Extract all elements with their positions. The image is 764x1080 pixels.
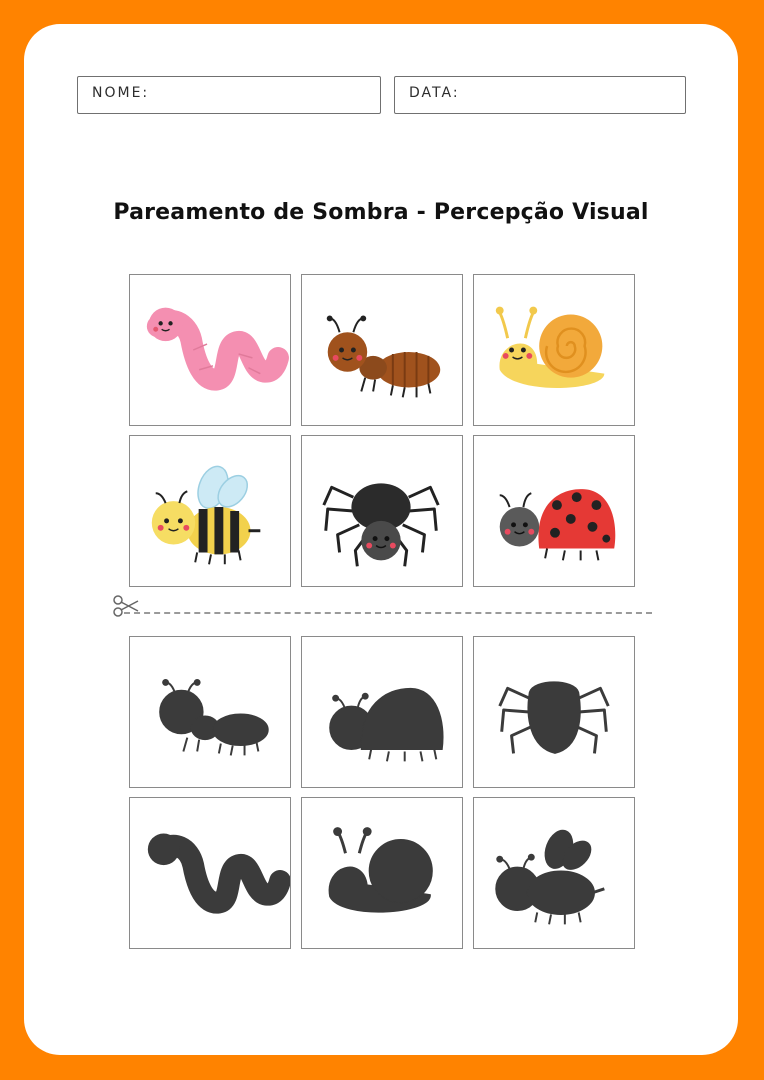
name-field[interactable] (77, 76, 381, 114)
card-shadow-bee[interactable] (473, 797, 635, 949)
worm-icon (130, 275, 290, 425)
card-shadow-worm[interactable] (129, 797, 291, 949)
bee-icon (130, 436, 290, 586)
snail-shadow-icon (302, 798, 462, 948)
card-shadow-snail[interactable] (301, 797, 463, 949)
page-title: Pareamento de Sombra - Percepção Visual (113, 200, 649, 225)
spider-shadow-icon (474, 637, 634, 787)
name-label: NOME: (92, 85, 150, 101)
ladybug-icon (474, 436, 634, 586)
card-worm[interactable] (129, 274, 291, 426)
worm-shadow-icon (130, 798, 290, 948)
card-ant[interactable] (301, 274, 463, 426)
card-spider[interactable] (301, 435, 463, 587)
ladybug-shadow-icon (302, 637, 462, 787)
ant-icon (302, 275, 462, 425)
snail-icon (474, 275, 634, 425)
card-ladybug[interactable] (473, 435, 635, 587)
spider-icon (302, 436, 462, 586)
date-label: DATA: (409, 85, 460, 101)
card-bee[interactable] (129, 435, 291, 587)
worksheet (24, 24, 738, 1055)
scissors-icon (112, 594, 142, 618)
card-shadow-spider[interactable] (473, 636, 635, 788)
bee-shadow-icon (474, 798, 634, 948)
cut-line (124, 612, 652, 614)
card-snail[interactable] (473, 274, 635, 426)
card-shadow-ant[interactable] (129, 636, 291, 788)
date-field[interactable] (394, 76, 686, 114)
ant-shadow-icon (130, 637, 290, 787)
card-shadow-ladybug[interactable] (301, 636, 463, 788)
